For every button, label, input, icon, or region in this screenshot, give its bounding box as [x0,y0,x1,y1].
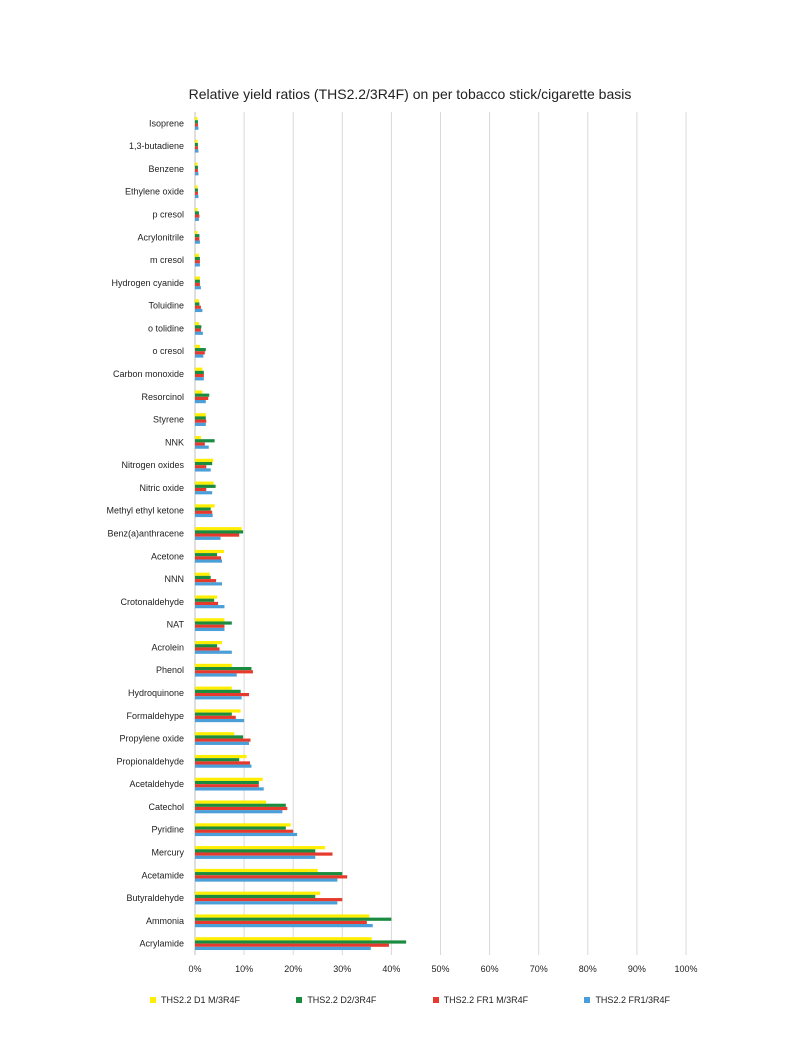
bar [195,559,222,562]
bar [195,696,242,699]
bar [195,605,224,608]
bar [195,667,251,670]
category-label: Methyl ethyl ketone [106,505,184,516]
bar [195,234,199,237]
bar [195,944,389,947]
bar [195,117,197,120]
bar [195,345,200,348]
category-label: o cresol [152,346,184,357]
bar [195,823,291,826]
bar [195,260,200,263]
category-label: Butyraldehyde [126,893,184,904]
bar [195,465,206,468]
bar [195,462,212,465]
bar [195,810,282,813]
bar [195,621,232,624]
bar [195,127,198,130]
bar [195,436,201,439]
category-label: Nitric oxide [139,482,184,493]
bar [195,599,214,602]
bar [195,514,213,517]
bar [195,787,264,790]
bar [195,742,249,745]
category-label: NNK [164,437,184,448]
bar [195,595,217,598]
category-label: Catechol [148,801,184,812]
x-tick-label: 50% [431,964,450,974]
bar [195,579,216,582]
category-label: NAT [166,619,184,630]
bar [195,208,197,211]
legend-label: THS2.2 FR1 M/3R4F [443,995,529,1005]
bar [195,143,198,146]
bar [195,755,247,758]
bar [195,856,315,859]
category-label: Acetamide [141,870,184,881]
bar [195,306,201,309]
bar [195,257,200,260]
bar [195,263,200,266]
legend-label: THS2.2 D1 M/3R4F [161,995,241,1005]
bar [195,647,220,650]
category-label: Ethylene oxide [124,186,184,197]
bar [195,709,241,712]
bar [195,394,209,397]
bar [195,491,212,494]
bar [195,826,286,829]
bar [195,537,221,540]
bar [195,758,239,761]
bar [195,732,234,735]
bar [195,511,212,514]
category-label: Pyridine [151,824,184,835]
category-label: 1,3-butadiene [128,141,184,152]
category-label: Acetone [150,551,184,562]
bar [195,195,198,198]
bar [195,641,222,644]
bar [195,192,198,195]
bar [195,120,198,123]
x-tick-label: 90% [627,964,646,974]
bar [195,924,373,927]
bar [195,416,206,419]
category-label: Benzene [148,163,184,174]
bar [195,801,266,804]
bar [195,446,209,449]
bar [195,670,253,673]
bar [195,420,206,423]
bar [195,254,199,257]
bar [195,468,211,471]
bar [195,149,198,152]
bar [195,390,202,393]
legend-swatch [584,997,590,1003]
bar [195,628,224,631]
category-label: Hydroquinone [127,687,184,698]
bar [195,169,198,172]
bar [195,901,337,904]
bar [195,140,197,143]
bar [195,280,200,283]
bar [195,166,198,169]
bar [195,283,200,286]
bar [195,625,224,628]
bar [195,286,201,289]
category-label: NNN [164,574,184,585]
bar [195,211,199,214]
legend-swatch [150,997,156,1003]
x-tick-label: 40% [382,964,401,974]
category-label: Isoprene [148,118,184,129]
bar [195,459,213,462]
bar [195,833,297,836]
bar [195,784,259,787]
bar [195,673,237,676]
legend-label: THS2.2 FR1/3R4F [595,995,670,1005]
bar [195,241,200,244]
x-axis-ticks [188,964,697,974]
bar [195,765,251,768]
x-tick-label: 30% [333,964,352,974]
bar [195,351,205,354]
bar [195,937,372,940]
bar [195,299,199,302]
bar [195,892,320,895]
category-label: Propylene oxide [119,733,184,744]
bar [195,651,232,654]
bar [195,947,371,950]
bar [195,527,242,530]
bar [195,852,332,855]
bar [195,485,216,488]
bar [195,781,259,784]
category-label: Acetaldehyde [129,779,184,790]
bar [195,442,205,445]
bar [195,582,222,585]
legend-item [433,995,529,1005]
category-labels [106,118,184,948]
bar [195,534,239,537]
bar [195,146,198,149]
x-tick-label: 0% [188,964,202,974]
bar [195,914,369,917]
category-label: Mercury [151,847,184,858]
category-label: Nitrogen oxides [121,460,184,471]
bar [195,690,241,693]
bars [195,117,406,950]
bar [195,185,197,188]
bar [195,325,201,328]
category-label: p cresol [152,209,184,220]
bar [195,719,244,722]
legend-swatch [296,997,302,1003]
bar [195,423,206,426]
category-label: Propionaldehyde [116,756,184,767]
category-label: Resorcinol [141,391,184,402]
bar [195,895,315,898]
bar [195,716,236,719]
bar [195,735,243,738]
bar [195,739,250,742]
bar [195,348,206,351]
category-label: Ammonia [145,915,184,926]
bar [195,302,199,305]
bar [195,898,342,901]
bar [195,237,199,240]
bar [195,778,263,781]
bar [195,377,204,380]
category-label: Toluidine [148,300,184,311]
x-tick-label: 60% [480,964,499,974]
bar [195,328,201,331]
bar [195,332,203,335]
bar [195,576,211,579]
category-label: Formaldehype [126,710,184,721]
x-tick-label: 100% [674,964,698,974]
bar [195,172,198,175]
bar [195,553,217,556]
category-label: Carbon monoxide [112,369,184,380]
x-tick-label: 70% [529,964,548,974]
category-label: Hydrogen cyanide [111,277,184,288]
category-label: Acrylonitrile [137,232,184,243]
category-label: Benz(a)anthracene [107,528,184,539]
bar [195,163,197,166]
bar [195,439,215,442]
bar [195,231,197,234]
legend [150,995,670,1005]
bar [195,807,287,810]
bar [195,322,199,325]
legend-item [584,995,670,1005]
bar [195,556,221,559]
bar [195,687,232,690]
bar [195,276,200,279]
legend-swatch [433,997,439,1003]
x-tick-label: 10% [235,964,254,974]
bar [195,830,293,833]
legend-item [296,995,376,1005]
bar [195,218,199,221]
bar [195,664,232,667]
bar [195,693,249,696]
bar [195,872,342,875]
bar [195,504,215,507]
bar [195,869,318,872]
bar [195,602,218,605]
category-label: o tolidine [147,323,184,334]
category-label: Acrylamide [139,938,184,949]
category-label: Crotonaldehyde [120,596,184,607]
bar [195,400,206,403]
bar [195,875,347,878]
category-label: Phenol [155,665,184,676]
category-label: m cresol [149,255,184,266]
bar [195,354,203,357]
bar [195,309,202,312]
bar [195,374,204,377]
bar [195,368,202,371]
bar [195,550,224,553]
bar [195,573,210,576]
legend-item [150,995,240,1005]
bar [195,644,217,647]
bar [195,123,198,126]
bar [195,508,211,511]
bar [195,397,208,400]
bar [195,413,206,416]
x-tick-label: 80% [578,964,597,974]
bar [195,921,367,924]
category-label: Acrolein [151,642,184,653]
bar [195,530,243,533]
bar [195,488,206,491]
bar [195,371,204,374]
bar [195,761,250,764]
bar [195,618,224,621]
bar [195,878,337,881]
bar [195,189,198,192]
bar [195,215,199,218]
bar [195,482,214,485]
bar [195,918,391,921]
x-tick-label: 20% [284,964,303,974]
bar [195,846,325,849]
bar [195,804,286,807]
bar [195,713,232,716]
chart-title: Relative yield ratios (THS2.2/3R4F) on per tobacco stick/cigarette basis [188,86,632,102]
category-label: Styrene [152,414,184,425]
legend-label: THS2.2 D2/3R4F [307,995,377,1005]
bar [195,849,315,852]
bar [195,940,406,943]
